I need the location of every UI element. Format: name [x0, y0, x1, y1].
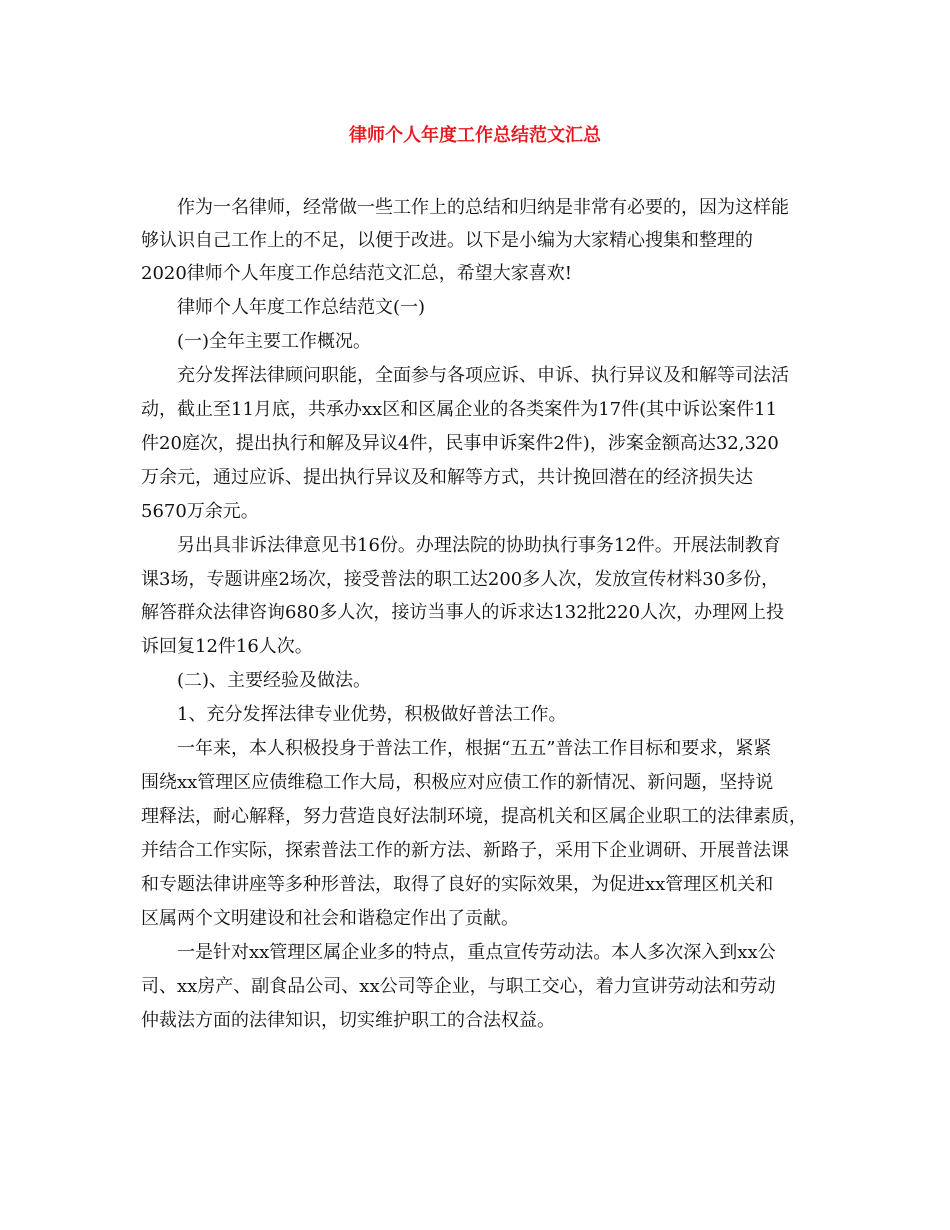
paragraph-line: 作为一名律师，经常做一些工作上的总结和归纳是非常有必要的，因为这样能 [177, 197, 789, 218]
subsection-heading: (一)全年主要工作概况。 [177, 331, 372, 352]
paragraph-line: 件20庭次，提出执行和解及异议4件，民事申诉案件2件)，涉案金额高达32,320 [141, 433, 779, 454]
document-title: 律师个人年度工作总结范文汇总 [349, 125, 601, 146]
paragraph-line: 另出具非诉法律意见书16份。办理法院的协助执行事务12件。开展法制教育 [177, 535, 781, 556]
list-item-heading: 1、充分发挥法律专业优势，积极做好普法工作。 [177, 704, 567, 725]
paragraph-line: 区属两个文明建设和社会和谐稳定作出了贡献。 [141, 908, 519, 929]
paragraph-line: 仲裁法方面的法律知识，切实维护职工的合法权益。 [141, 1010, 555, 1031]
paragraph-line: 司、xx房产、副食品公司、xx公司等企业，与职工交心，着力宣讲劳动法和劳动 [141, 976, 776, 997]
paragraph-line: 动，截止至11月底，共承办xx区和区属企业的各类案件为17件(其中诉讼案件11 [141, 399, 778, 420]
paragraph-line: 解答群众法律咨询680多人次，接访当事人的诉求达132批220人次，办理网上投 [141, 602, 785, 623]
paragraph-line: 课3场，专题讲座2场次，接受普法的职工达200多人次，发放宣传材料30多份， [141, 569, 780, 590]
paragraph-line: 充分发挥法律顾问职能，全面参与各项应诉、申诉、执行异议及和解等司法活 [177, 365, 789, 386]
section-heading: 律师个人年度工作总结范文(一) [177, 297, 426, 318]
subsection-heading: (二)、主要经验及做法。 [177, 670, 372, 691]
paragraph-line: 5670万余元。 [141, 501, 259, 522]
paragraph-line: 2020律师个人年度工作总结范文汇总，希望大家喜欢! [141, 263, 573, 284]
paragraph-line: 理释法，耐心解释，努力营造良好法制环境，提高机关和区属企业职工的法律素质， [141, 806, 807, 827]
paragraph-line: 诉回复12件16人次。 [141, 636, 313, 657]
paragraph-line: 一是针对xx管理区属企业多的特点，重点宣传劳动法。本人多次深入到xx公 [177, 942, 776, 963]
paragraph-line: 一年来，本人积极投身于普法工作，根据“五五”普法工作目标和要求，紧紧 [177, 738, 772, 759]
paragraph-line: 万余元，通过应诉、提出执行异议及和解等方式，共计挽回潜在的经济损失达 [141, 467, 753, 488]
paragraph-line: 围绕xx管理区应债维稳工作大局，积极应对应债工作的新情况、新问题，坚持说 [141, 772, 774, 793]
paragraph-line: 并结合工作实际，探索普法工作的新方法、新路子，采用下企业调研、开展普法课 [141, 840, 789, 861]
paragraph-line: 够认识自己工作上的不足，以便于改进。以下是小编为大家精心搜集和整理的 [141, 230, 753, 251]
paragraph-line: 和专题法律讲座等多种形普法，取得了良好的实际效果，为促进xx管理区机关和 [141, 874, 774, 895]
